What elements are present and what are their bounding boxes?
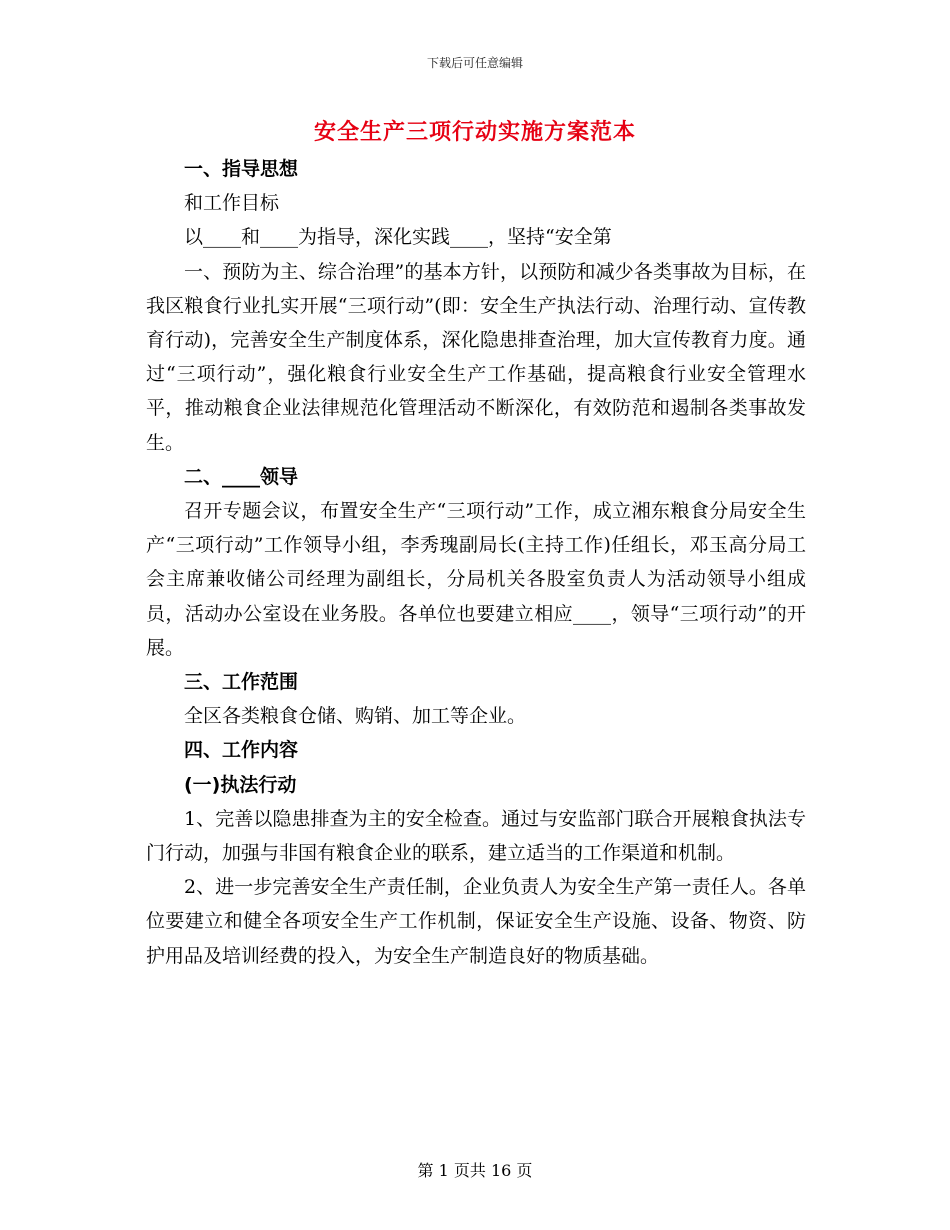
section-heading-3: 三、工作范围 bbox=[184, 671, 299, 694]
subsection-heading-1: (一)执法行动 bbox=[184, 773, 297, 796]
section-heading-2: 二、____领导 bbox=[184, 465, 299, 488]
paragraph-2: 以____和____为指导，深化实践____，坚持“安全第 bbox=[184, 226, 612, 249]
paragraph-1: 和工作目标 bbox=[184, 192, 280, 215]
section-heading-1: 一、指导思想 bbox=[184, 158, 299, 180]
paragraph-3: 一、预防为主、综合治理”的基本方针，以预防和减少各类事故为目标，在我区粮食行业扎实开展“三项行动”(即：安全生产执法行动、治理行动、宣传教育行动)，完善安全生产制度体系，深化隐患排查治理，加大宣传教育力度。通过“三项行动”，强化粮食行业安全生产工作基础，提高粮食行业安全管理水平，推动粮食企业法律规范化管理活动不断深化，有效防范和遏制各类事故发生。 bbox=[146, 260, 806, 454]
paragraph-7: 2、进一步完善安全生产责任制，企业负责人为安全生产第一责任人。各单位要建立和健全各项安全生产工作机制，保证安全生产设施、设备、物资、防护用品及培训经费的投入，为安全生产制造良好的物质基础。 bbox=[146, 876, 806, 967]
document-body bbox=[146, 152, 806, 973]
page-number: 第 1 页共 16 页 bbox=[417, 1161, 533, 1180]
paragraph-5: 全区各类粮食仓储、购销、加工等企业。 bbox=[184, 705, 527, 728]
page-header-note: 下载后可任意编辑 bbox=[426, 56, 523, 70]
section-heading-4: 四、工作内容 bbox=[184, 739, 299, 762]
paragraph-4: 召开专题会议，布置安全生产“三项行动”工作，成立湘东粮食分局安全生产“三项行动”工作领导小组，李秀瑰副局长(主持工作)任组长，邓玉高分局工会主席兼收储公司经理为副组长，分局机关各股室负责人为活动领导小组成员，活动办公室设在业务股。各单位也要建立相应____，领导“三项行动”的开展。 bbox=[146, 500, 806, 659]
document-title: 安全生产三项行动实施方案范本 bbox=[313, 120, 636, 145]
paragraph-6: 1、完善以隐患排查为主的安全检查。通过与安监部门联合开展粮食执法专门行动，加强与非国有粮食企业的联系，建立适当的工作渠道和机制。 bbox=[146, 807, 806, 865]
